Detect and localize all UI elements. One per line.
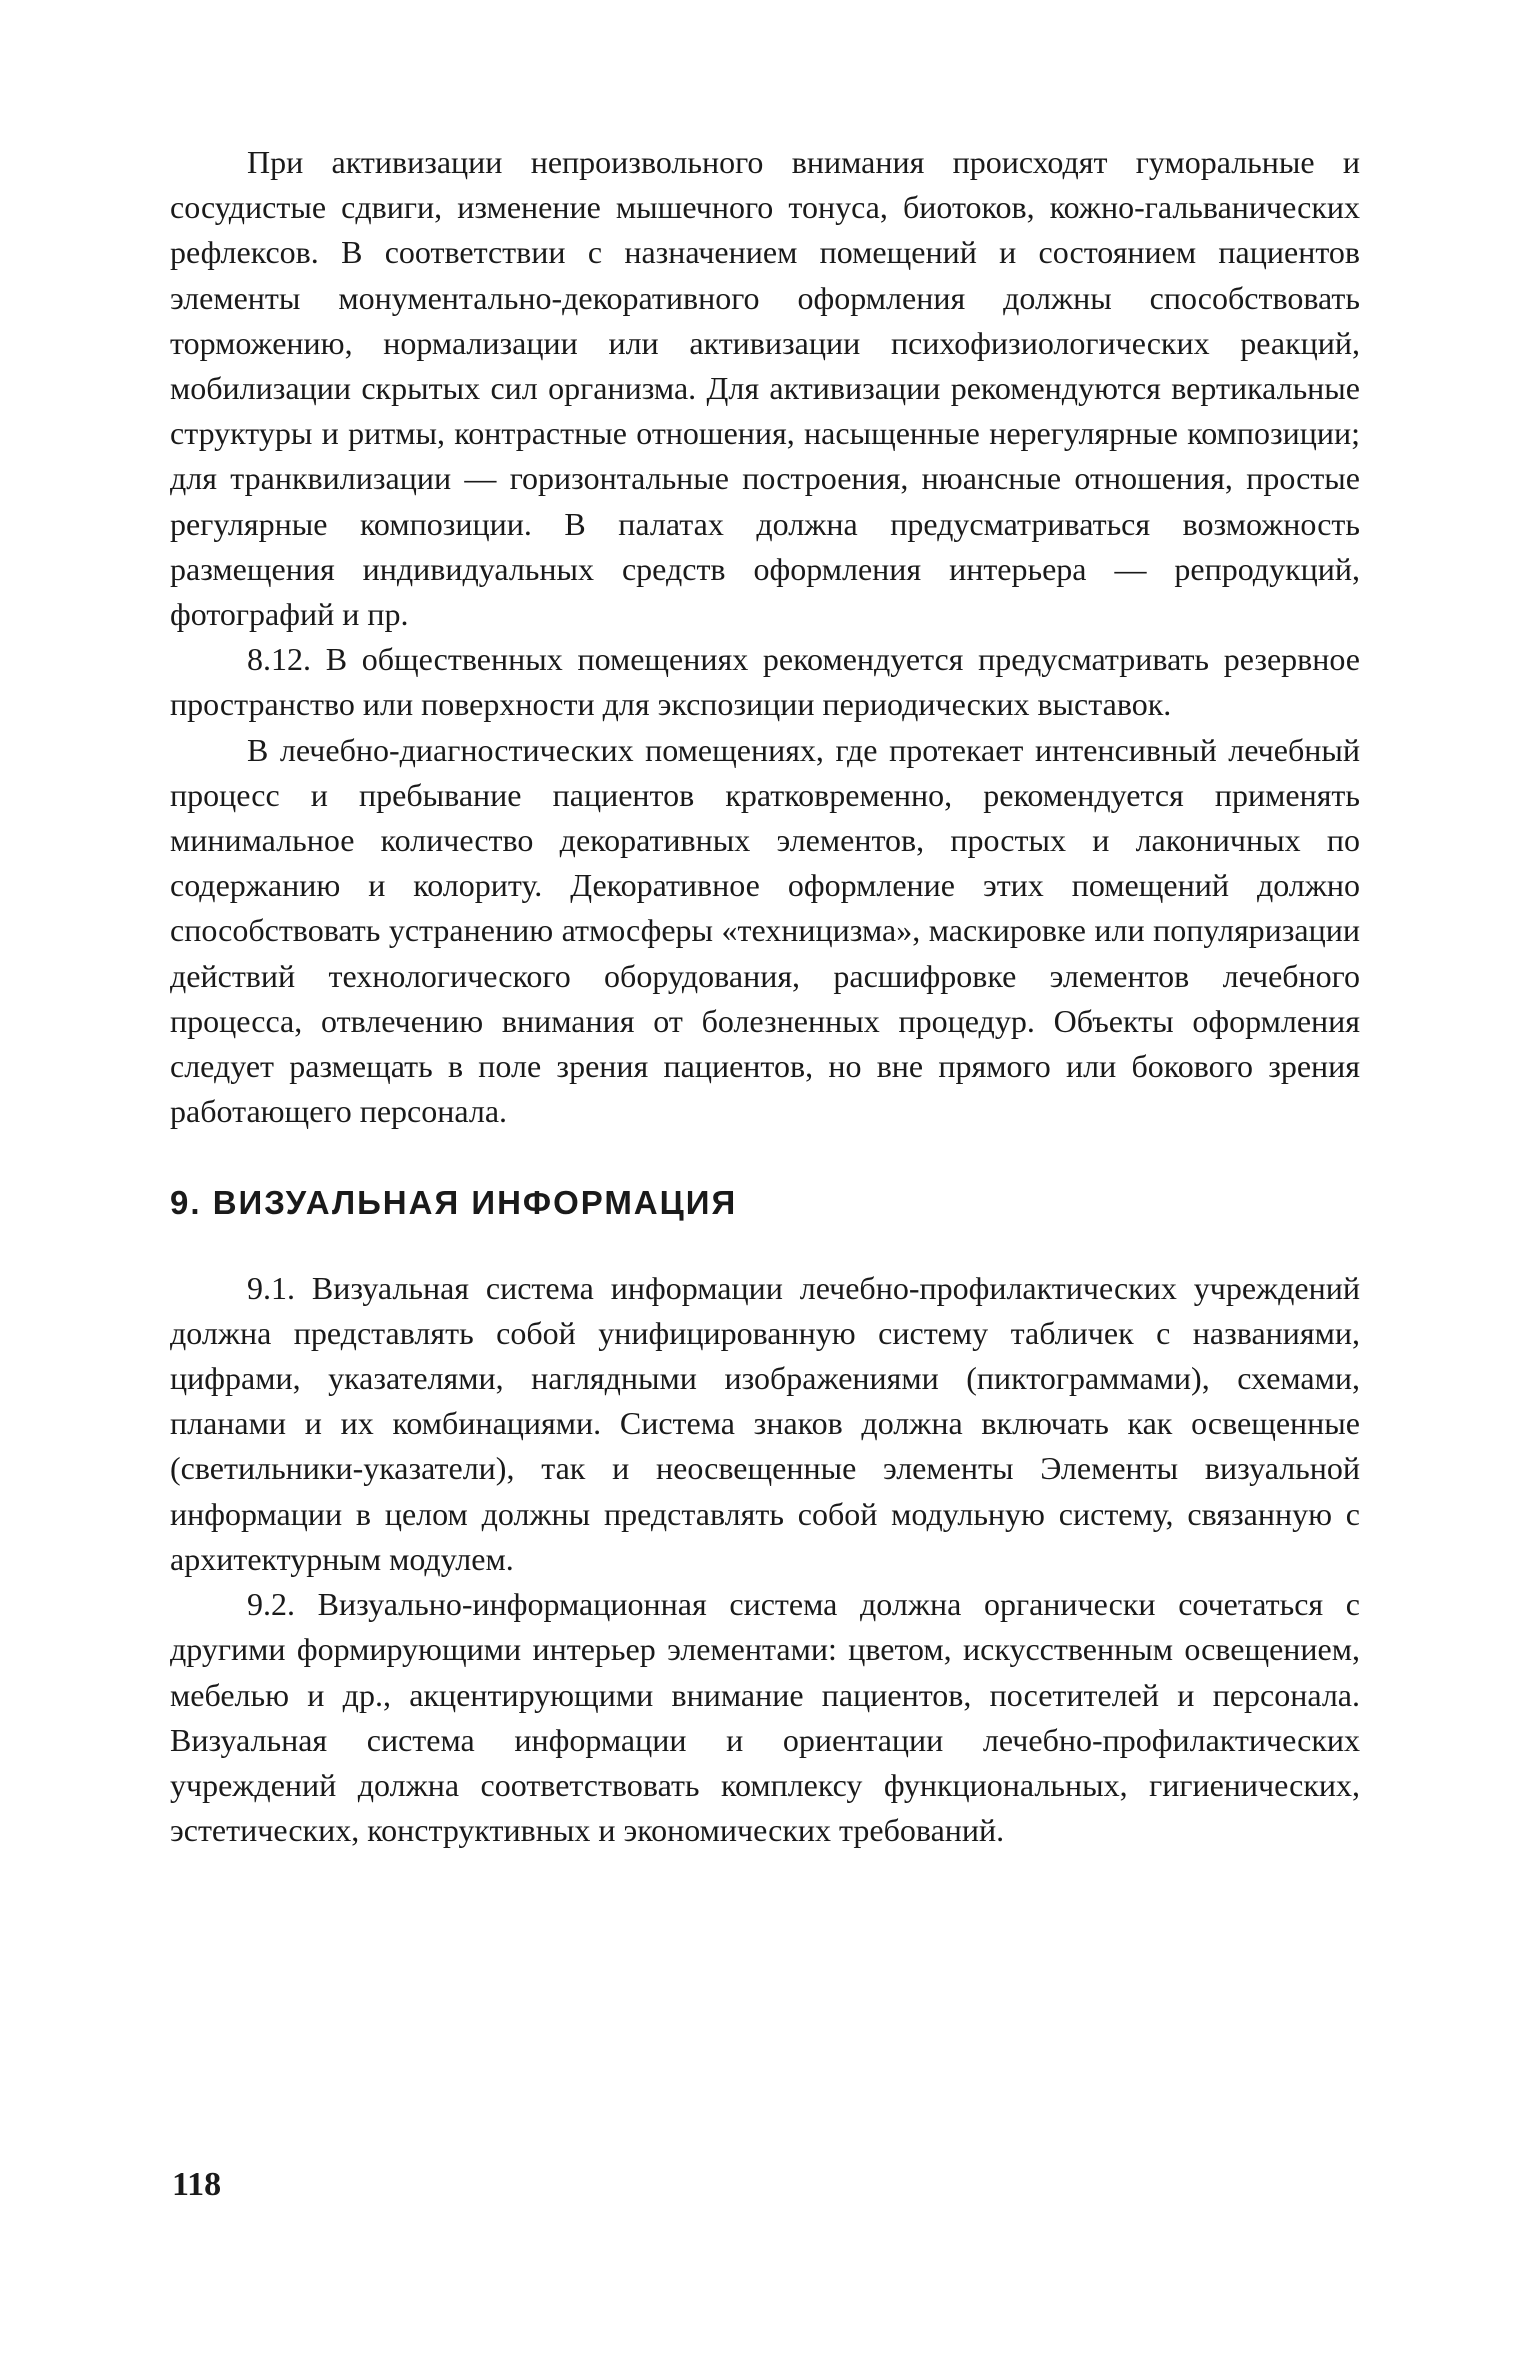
paragraph-diagnostic-rooms: В лечебно-диагностических помещениях, где протекает интенсивный лечебный процесс и пребывание пациентов кратковременно, рекомендуется применять минимальное количество декоративных элементов, простых и лаконичных по содержанию и колориту. Декоративное оформление этих помещений должно способствовать устранению атмосферы «техницизма», маскировке или популяризации действий технологического оборудования, расшифровке элементов лечебного процесса, отвлечению внимания от болезненных процедур. Объекты оформления следует размещать в поле зрения пациентов, но вне прямого или бокового зрения работающего персонала. — [170, 731, 1360, 1130]
paragraph-9-2: 9.2. Визуально-информационная система должна органически сочетаться с другими формирующими интерьер элементами: цветом, искусственным освещением, мебелью и др., акцентирующими внимание пациентов, посетителей и персонала. Визуальная система информации и ориентации лечебно-профилактических учреждений должна соответствовать комплексу функциональных, гигиенических, эстетических, конструктивных и экономических требований. — [170, 1586, 1360, 1849]
page-number: 118 — [172, 2166, 222, 2203]
paragraph-activation: При активизации непроизвольного внимания происходят гуморальные и сосудистые сдвиги, изменение мышечного тонуса, биотоков, кожно-гальванических рефлексов. В соответствии с назначением помещений и состоянием пациентов элементы монументально-декоративного оформления должны способствовать торможению, нормализации или активизации психофизиологических реакций, мобилизации скрытых сил организма. Для активизации рекомендуются вертикальные структуры и ритмы, контрастные отношения, насыщенные нерегулярные композиции; для транквилизации — горизонтальные построения, нюансные отношения, простые регулярные композиции. В палатах должна предусматриваться возможность размещения индивидуальных средств оформления интерьера — репродукций, фотографий и пр. — [170, 144, 1360, 633]
body-text — [170, 140, 1360, 1853]
section-heading: 9. ВИЗУАЛЬНАЯ ИНФОРМАЦИЯ — [170, 1184, 738, 1222]
paragraph-9-1: 9.1. Визуальная система информации лечебно-профилактических учреждений должна представлять собой унифицированную систему табличек с названиями, цифрами, указателями, наглядными изображениями (пиктограммами), схемами, планами и их комбинациями. Система знаков должна включать как освещенные (светильники-указатели), так и неосвещенные элементы Элементы визуальной информации в целом должны представлять собой модульную систему, связанную с архитектурным модулем. — [170, 1269, 1360, 1577]
paragraph-8-12: 8.12. В общественных помещениях рекомендуется предусматривать резервное пространство или поверхности для экспозиции периодических выставок. — [170, 641, 1360, 723]
